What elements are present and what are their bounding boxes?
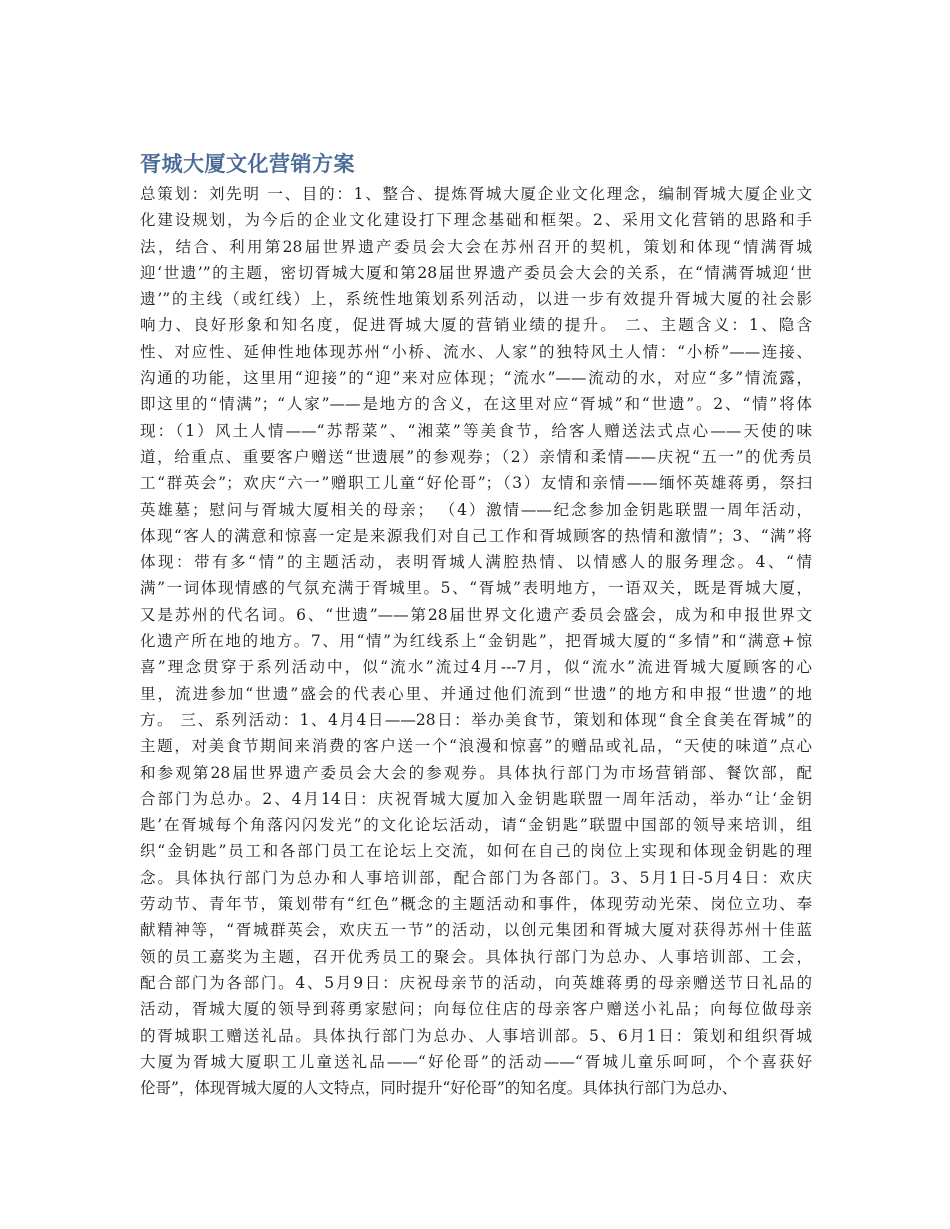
body-line: 英雄墓；慰问与胥城大厦相关的母亲； （4）激情——纪念参加金钥匙联盟一周年活动， (140, 500, 812, 519)
body-line: 伦哥”，体现胥城大厦的人文特点，同时提升“好伦哥”的知名度。具体执行部门为总办、 (140, 1079, 738, 1098)
body-line: 遗’”的主线（或红线）上，系统性地策划系列活动，以进一步有效提升胥城大厦的社会影 (140, 290, 812, 309)
body-line: 匙’在胥城每个角落闪闪发光”的文化论坛活动，请“金钥匙”联盟中国部的领导来培训，组 (140, 816, 812, 835)
body-line: 配合部门为各部门。4、5月9日：庆祝母亲节的活动，向英雄蒋勇的母亲赠送节日礼品的 (140, 973, 812, 992)
body-line: 沟通的功能，这里用“迎接”的“迎”来对应体现；“流水”——流动的水，对应“多”情流露， (140, 369, 812, 388)
body-line: 合部门为总办。2、4月14日：庆祝胥城大厦加入金钥匙联盟一周年活动，举办“让‘金钥 (140, 789, 812, 808)
body-line: 迎‘世遗’”的主题，密切胥城大厦和第28届世界遗产委员会大会的关系，在“情满胥城迎‘世 (140, 263, 812, 282)
document-body (140, 181, 812, 1101)
body-line: 的胥城职工赠送礼品。具体执行部门为总办、人事培训部。5、6月1日：策划和组织胥城 (140, 1026, 812, 1045)
body-line: 方。 三、系列活动：1、4月4日——28日：举办美食节，策划和体现“食全食美在胥城”的 (140, 710, 812, 729)
body-line: 响力、良好形象和知名度，促进胥城大厦的营销业绩的提升。 二、主题含义：1、隐含 (140, 316, 812, 335)
body-line: 法，结合、利用第28届世界遗产委员会大会在苏州召开的契机，策划和体现“情满胥城 (140, 237, 812, 256)
body-line: 喜”理念贯穿于系列活动中，似“流水”流过4月---7月，似“流水”流进胥城大厦顾客的心 (140, 658, 812, 677)
body-line: 性、对应性、延伸性地体现苏州“小桥、流水、人家”的独特风土人情：“小桥”——连接、 (140, 342, 812, 361)
body-line: 劳动节、青年节，策划带有“红色”概念的主题活动和事件，体现劳动光荣、岗位立功、奉 (140, 895, 812, 914)
body-line: 体现：带有多“情”的主题活动，表明胥城人满腔热情、以情感人的服务理念。4、“情 (140, 553, 812, 572)
body-line: 里，流进参加“世遗”盛会的代表心里、并通过他们流到“世遗”的地方和申报“世遗”的地 (140, 684, 812, 703)
body-line: 活动，胥城大厦的领导到蒋勇家慰问；向每位住店的母亲客户赠送小礼品；向每位做母亲 (140, 1000, 812, 1019)
body-line: 领的员工嘉奖为主题，召开优秀员工的聚会。具体执行部门为总办、人事培训部、工会， (140, 947, 812, 966)
body-line: 总策划：刘先明 一、目的：1、整合、提炼胥城大厦企业文化理念，编制胥城大厦企业文 (140, 185, 812, 203)
body-line: 现：（1）风土人情——“苏帮菜”、“湘菜”等美食节，给客人赠送法式点心——天使的味 (140, 421, 812, 440)
document-title: 胥城大厦文化营销方案 (140, 152, 355, 176)
body-line: 大厦为胥城大厦职工儿童送礼品——“好伦哥”的活动——“胥城儿童乐呵呵，个个喜获好 (140, 1052, 812, 1071)
body-line: 化遗产所在地的地方。7、用“情”为红线系上“金钥匙”，把胥城大厦的“多情”和“满意+惊 (140, 632, 812, 651)
body-line: 念。具体执行部门为总办和人事培训部，配合部门为各部门。3、5月1日-5月4日：欢庆 (140, 868, 812, 887)
body-line: 织“金钥匙”员工和各部门员工在论坛上交流，如何在自己的岗位上实现和体现金钥匙的理 (140, 842, 812, 861)
body-line: 满”一词体现情感的气氛充满于胥城里。5、“胥城”表明地方，一语双关，既是胥城大厦， (140, 579, 812, 598)
body-line: 即这里的“情满”；“人家”——是地方的含义，在这里对应“胥城”和“世遗”。2、“情”将体 (140, 395, 812, 414)
body-line: 和参观第28届世界遗产委员会大会的参观券。具体执行部门为市场营销部、餐饮部，配 (140, 763, 812, 782)
body-line: 道，给重点、重要客户赠送“世遗展”的参观券；（2）亲情和柔情——庆祝“五一”的优秀员 (140, 447, 812, 466)
body-line: 工“群英会”；欢庆“六一”赠职工儿童“好伦哥”；（3）友情和亲情——缅怀英雄蒋勇，祭扫 (140, 474, 812, 493)
body-line: 化建设规划，为今后的企业文化建设打下理念基础和框架。2、采用文化营销的思路和手 (140, 211, 812, 230)
body-line: 又是苏州的代名词。6、“世遗”——第28届世界文化遗产委员会盛会，成为和申报世界文 (140, 605, 812, 624)
body-line: 献精神等，“胥城群英会，欢庆五一节”的活动，以创元集团和胥城大厦对获得苏州十佳蓝 (140, 921, 812, 940)
body-line: 体现“客人的满意和惊喜一定是来源我们对自己工作和胥城顾客的热情和激情”；3、“满”将 (140, 526, 812, 545)
body-line: 主题，对美食节期间来消费的客户送一个“浪漫和惊喜”的赠品或礼品，“天使的味道”点心 (140, 737, 812, 756)
